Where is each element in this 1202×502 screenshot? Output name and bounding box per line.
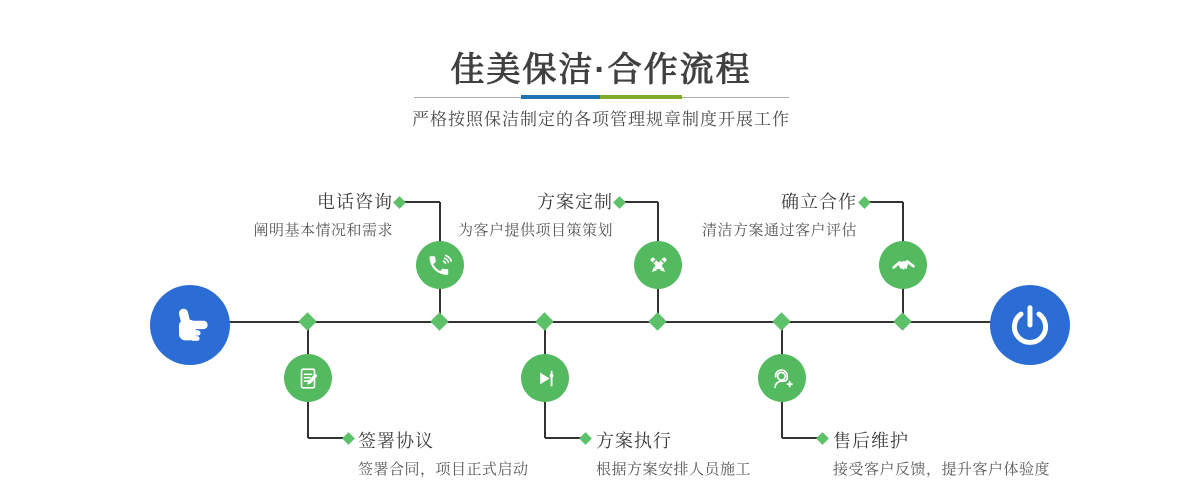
divider-blue-segment bbox=[521, 95, 600, 99]
timeline-line bbox=[226, 321, 992, 323]
step-description: 为客户提供项目策策划 bbox=[457, 222, 613, 239]
step-label bbox=[833, 427, 1050, 479]
connector-line bbox=[782, 437, 818, 439]
step-title: 售后维护 bbox=[833, 431, 909, 451]
pencil-ruler-icon bbox=[634, 241, 682, 289]
step-label bbox=[458, 188, 613, 240]
connector-line bbox=[623, 201, 658, 203]
step-description: 清洁方案通过客户评估 bbox=[701, 222, 857, 239]
step-title: 电话咨询 bbox=[317, 192, 393, 212]
contract-pen-icon bbox=[284, 354, 332, 402]
diamond-marker bbox=[579, 432, 592, 445]
connector-line bbox=[308, 437, 344, 439]
step-title: 方案定制 bbox=[537, 192, 613, 212]
step-label bbox=[596, 427, 751, 479]
pointing-hand-icon bbox=[150, 285, 230, 365]
phone-icon bbox=[416, 241, 464, 289]
connector-line bbox=[545, 437, 581, 439]
step-label bbox=[702, 188, 857, 240]
step-description: 接受客户反馈，提升客户体验度 bbox=[833, 461, 1051, 478]
handshake-icon bbox=[879, 241, 927, 289]
step-title: 方案执行 bbox=[596, 431, 672, 451]
diamond-marker bbox=[535, 312, 553, 330]
diamond-marker bbox=[298, 312, 316, 330]
diamond-marker bbox=[648, 312, 666, 330]
step-description: 签署合同，项目正式启动 bbox=[358, 461, 529, 478]
page-subtitle: 严格按照保洁制定的各项管理规章制度开展工作 bbox=[412, 110, 790, 129]
diamond-marker bbox=[393, 196, 406, 209]
step-label bbox=[253, 188, 393, 240]
diamond-marker bbox=[772, 312, 790, 330]
diamond-marker bbox=[342, 432, 355, 445]
play-icon bbox=[521, 354, 569, 402]
step-title: 确立合作 bbox=[781, 192, 857, 212]
page-title: 佳美保洁·合作流程 bbox=[450, 51, 752, 89]
connector-line bbox=[403, 201, 440, 203]
diamond-marker bbox=[430, 312, 448, 330]
diamond-marker bbox=[613, 196, 626, 209]
step-title: 签署协议 bbox=[358, 431, 434, 451]
divider-green-segment bbox=[600, 95, 682, 99]
step-description: 阐明基本情况和需求 bbox=[253, 222, 393, 239]
diamond-marker bbox=[858, 196, 871, 209]
step-description: 根据方案安排人员施工 bbox=[596, 461, 752, 478]
connector-line bbox=[868, 201, 903, 203]
diamond-marker bbox=[816, 432, 829, 445]
step-label bbox=[358, 427, 529, 479]
headset-person-icon bbox=[758, 354, 806, 402]
power-icon bbox=[990, 285, 1070, 365]
diamond-marker bbox=[893, 312, 911, 330]
